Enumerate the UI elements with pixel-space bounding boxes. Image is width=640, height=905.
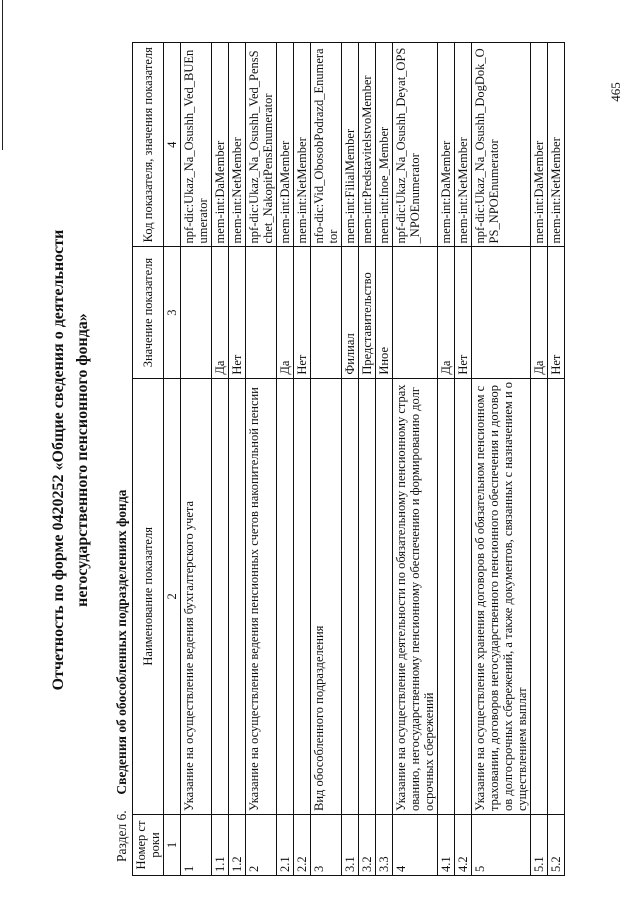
indicator-code-cell: mem-int:PredstavitelstvoMember [359, 43, 376, 247]
indicator-name-cell [212, 378, 229, 814]
section-title: Сведения об обособленных подразделениях фонда [114, 489, 129, 795]
row-number-cell: 1.1 [212, 814, 229, 875]
document-title-line-1: Отчетность по форме 0420252 «Общие сведения о деятельности [50, 229, 67, 691]
indicator-name-cell [359, 378, 376, 814]
indicator-value-cell [393, 247, 438, 378]
indicator-code-cell: mem-int:FilialMember [342, 43, 359, 247]
table-row [455, 43, 472, 876]
indicator-code-cell: mem-int:DaMember [531, 43, 548, 247]
indicator-value-cell [472, 247, 531, 378]
indicator-code-cell: mem-int:NetMember [294, 43, 311, 247]
row-number-cell: 3.2 [359, 814, 376, 875]
indicator-name-cell: Указание на осуществление ведения пенсионных счетов накопительной пенсии [246, 378, 277, 814]
table-row [376, 43, 393, 876]
row-number-cell: 3.1 [342, 814, 359, 875]
report-table [132, 42, 565, 876]
indicator-name-cell: Вид обособленного подразделения [311, 378, 342, 814]
indicator-name-cell [229, 378, 246, 814]
table-row [548, 43, 565, 876]
table-row [531, 43, 548, 876]
table-row [438, 43, 455, 876]
table-row [342, 43, 359, 876]
table-row [212, 43, 229, 876]
table-row [393, 43, 438, 876]
indicator-name-cell: Указание на осуществление деятельности по обязательному пенсионному страхованию, негосударственному пенсионному обеспечению и формированию долгосрочных сбережений [393, 378, 438, 814]
row-number-cell: 1.2 [229, 814, 246, 875]
indicator-code-cell: npf-dic:Ukaz_Na_Osushh_Deyat_OPS_NPOEnumerator [393, 43, 438, 247]
indicator-name-cell [548, 378, 565, 814]
indicator-value-cell: Да [438, 247, 455, 378]
column-number-3: 3 [164, 247, 181, 378]
indicator-name-cell [342, 378, 359, 814]
row-number-cell: 2.1 [277, 814, 294, 875]
header-indicator-code: Код показателя, значения показателя [133, 43, 164, 247]
indicator-value-cell: Иное [376, 247, 393, 378]
row-number-cell: 4.1 [438, 814, 455, 875]
document-title-line-2: негосударственного пенсионного фонда» [74, 313, 91, 607]
indicator-value-cell [181, 247, 212, 378]
section-heading [114, 490, 130, 862]
header-indicator-value: Значение показателя [133, 247, 164, 378]
indicator-value-cell: Филиал [342, 247, 359, 378]
table-row [246, 43, 277, 876]
indicator-name-cell [438, 378, 455, 814]
indicator-name-cell [376, 378, 393, 814]
indicator-value-cell: Да [212, 247, 229, 378]
column-number-4: 4 [164, 43, 181, 247]
row-number-cell: 3 [311, 814, 342, 875]
table-row [181, 43, 212, 876]
indicator-code-cell: mem-int:Inoe_Member [376, 43, 393, 247]
row-number-cell: 2 [246, 814, 277, 875]
column-number-1: 1 [164, 814, 181, 875]
indicator-code-cell: npf-dic:Ukaz_Na_Osushh_Ved_PensSchet_NakopitPensEnumerator [246, 43, 277, 247]
indicator-value-cell: Нет [548, 247, 565, 378]
column-number-2: 2 [164, 378, 181, 814]
row-number-cell: 3.3 [376, 814, 393, 875]
indicator-value-cell: Да [531, 247, 548, 378]
indicator-value-cell: Нет [294, 247, 311, 378]
row-number-cell: 4.2 [455, 814, 472, 875]
indicator-name-cell [294, 378, 311, 814]
table-row [359, 43, 376, 876]
indicator-code-cell: mem-int:DaMember [212, 43, 229, 247]
row-number-cell: 4 [393, 814, 438, 875]
indicator-value-cell [311, 247, 342, 378]
table-row [229, 43, 246, 876]
indicator-value-cell: Да [277, 247, 294, 378]
scan-edge-line [2, 0, 3, 150]
column-number-row [164, 43, 181, 876]
indicator-code-cell: mem-int:DaMember [438, 43, 455, 247]
header-indicator-name: Наименование показателя [133, 378, 164, 814]
header-row-number: Номер строки [133, 814, 164, 875]
indicator-value-cell [246, 247, 277, 378]
section-label: Раздел 6. [114, 810, 129, 862]
indicator-code-cell: mem-int:NetMember [548, 43, 565, 247]
indicator-name-cell [277, 378, 294, 814]
indicator-value-cell: Представительство [359, 247, 376, 378]
row-number-cell: 5.1 [531, 814, 548, 875]
indicator-code-cell: nfo-dic:Vid_ObosobPodrazd_Enumerator [311, 43, 342, 247]
indicator-name-cell [531, 378, 548, 814]
table-row [311, 43, 342, 876]
table-row [294, 43, 311, 876]
indicator-name-cell: Указание на осуществление хранения договоров об обязательном пенсионном страховании, договоров негосударственного пенсионного обеспечения и договоров долгосрочных сбережений, а также документов, связанных с назначением и осуществлением выплат [472, 378, 531, 814]
indicator-code-cell: npf-dic:Ukaz_Na_Osushh_DogDok_OPS_NPOEnumerator [472, 43, 531, 247]
indicator-code-cell: npf-dic:Ukaz_Na_Osushh_Ved_BUEnumerator [181, 43, 212, 247]
indicator-code-cell: mem-int:NetMember [455, 43, 472, 247]
indicator-value-cell: Нет [229, 247, 246, 378]
row-number-cell: 5.2 [548, 814, 565, 875]
table-row [472, 43, 531, 876]
row-number-cell: 2.2 [294, 814, 311, 875]
indicator-code-cell: mem-int:DaMember [277, 43, 294, 247]
rotated-page-content [40, 20, 640, 880]
indicator-name-cell: Указание на осуществление ведения бухгалтерского учета [181, 378, 212, 814]
indicator-value-cell: Нет [455, 247, 472, 378]
table-header-row [133, 43, 164, 876]
table-body [181, 43, 565, 876]
table-row [277, 43, 294, 876]
row-number-cell: 1 [181, 814, 212, 875]
row-number-cell: 5 [472, 814, 531, 875]
indicator-code-cell: mem-int:NetMember [229, 43, 246, 247]
page-number: 465 [608, 82, 623, 102]
indicator-name-cell [455, 378, 472, 814]
